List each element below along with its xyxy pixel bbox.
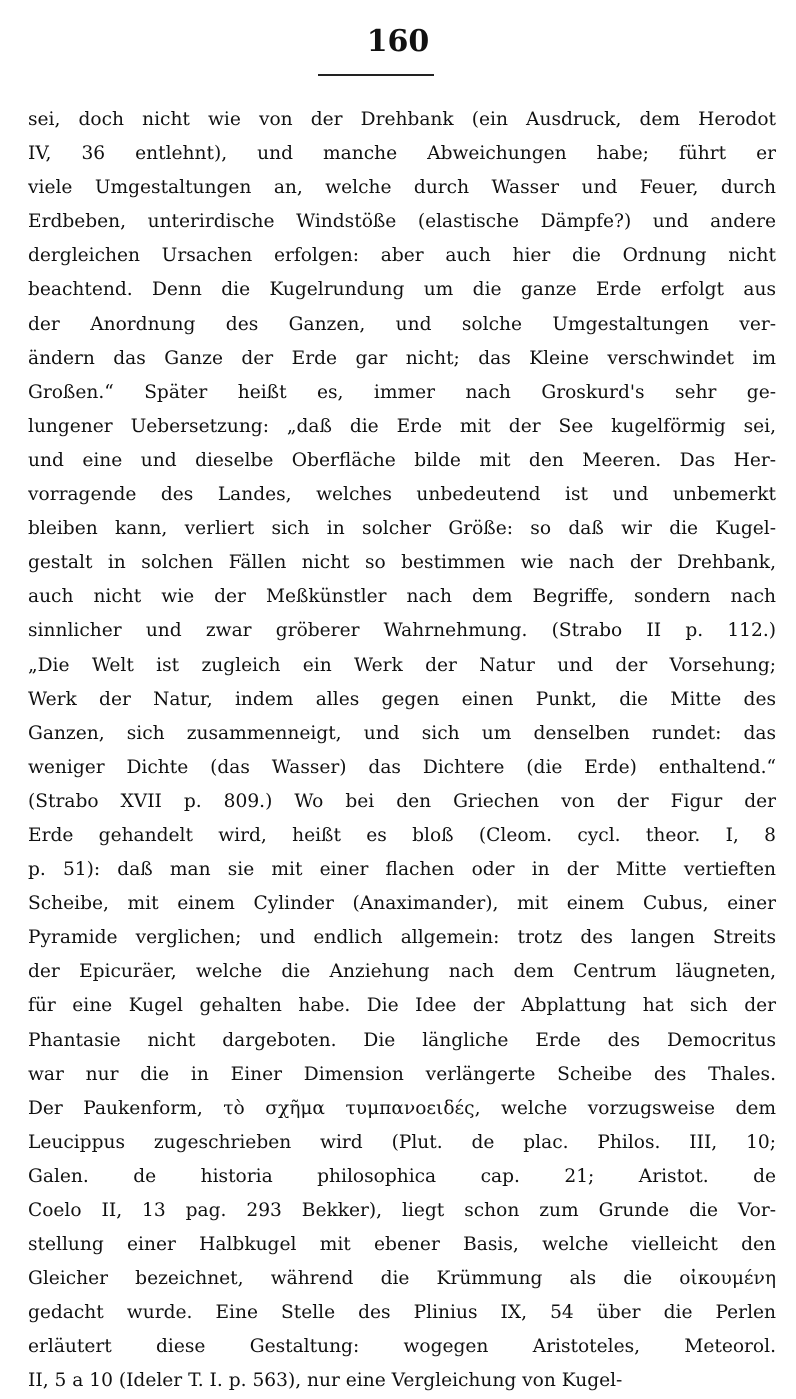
text-line: Der Paukenform, τὸ σχῆμα τυμπανοειδές, welche vorzugsweise dem xyxy=(28,1097,776,1119)
text-line: Phantasie nicht dargeboten. Die längliche Erde des Democritus xyxy=(28,1029,776,1051)
text-line: Leucippus zugeschrieben wird (Plut. de plac. Philos. III, 10; xyxy=(28,1131,776,1153)
text-line: Ganzen, sich zusammenneigt, und sich um denselben rundet: das xyxy=(28,722,776,744)
text-line: erläutert diese Gestaltung: wogegen Aristoteles, Meteorol. xyxy=(28,1336,776,1358)
page-number: 160 xyxy=(366,24,430,59)
text-line: (Strabo XVII p. 809.) Wo bei den Griechen von der Figur der xyxy=(28,790,776,812)
text-line: lungener Uebersetzung: „daß die Erde mit der See kugelförmig sei, xyxy=(28,415,776,437)
text-line: beachtend. Denn die Kugelrundung um die ganze Erde erfolgt aus xyxy=(28,279,776,301)
text-line: Gleicher bezeichnet, während die Krümmung als die οἰκουμένη xyxy=(28,1268,776,1290)
text-line: weniger Dichte (das Wasser) das Dichtere (die Erde) enthaltend.“ xyxy=(28,756,776,778)
text-line: stellung einer Halbkugel mit ebener Basis, welche vielleicht den xyxy=(28,1234,776,1256)
text-line: viele Umgestaltungen an, welche durch Wasser und Feuer, durch xyxy=(28,177,776,199)
text-line: der Anordnung des Ganzen, und solche Umgestaltungen ver- xyxy=(28,313,776,335)
text-line: II, 5 a 10 (Ideler T. I. p. 563), nur eine Vergleichung von Kugel- xyxy=(28,1370,623,1392)
text-line: gestalt in solchen Fällen nicht so bestimmen wie nach der Drehbank, xyxy=(28,552,776,574)
text-line: Pyramide verglichen; und endlich allgemein: trotz des langen Streits xyxy=(28,927,776,949)
text-line: war nur die in Einer Dimension verlängerte Scheibe des Thales. xyxy=(28,1063,776,1085)
text-line: IV, 36 entlehnt), und manche Abweichungen habe; führt er xyxy=(28,143,776,165)
text-line: sinnlicher und zwar gröberer Wahrnehmung. (Strabo II p. 112.) xyxy=(28,620,776,642)
text-line: Werk der Natur, indem alles gegen einen Punkt, die Mitte des xyxy=(28,688,776,710)
text-line: vorragende des Landes, welches unbedeutend ist und unbemerkt xyxy=(28,484,776,506)
text-line: Großen.“ Später heißt es, immer nach Groskurd's sehr ge- xyxy=(28,381,776,403)
text-line: p. 51): daß man sie mit einer flachen oder in der Mitte vertieften xyxy=(28,859,776,881)
text-line: Erdbeben, unterirdische Windstöße (elastische Dämpfe?) und andere xyxy=(28,211,776,233)
text-line: Coelo II, 13 pag. 293 Bekker), liegt schon zum Grunde die Vor- xyxy=(28,1200,776,1221)
text-line: ändern das Ganze der Erde gar nicht; das Kleine verschwindet im xyxy=(28,347,776,369)
text-line: der Epicuräer, welche die Anziehung nach dem Centrum läugneten, xyxy=(28,961,776,983)
body-text xyxy=(28,103,776,1399)
text-line: Erde gehandelt wird, heißt es bloß (Cleom. cycl. theor. I, 8 xyxy=(28,824,776,846)
text-line: bleiben kann, verliert sich in solcher Größe: so daß wir die Kugel- xyxy=(28,518,776,540)
text-line: Scheibe, mit einem Cylinder (Anaximander), mit einem Cubus, einer xyxy=(28,893,776,915)
text-line: dergleichen Ursachen erfolgen: aber auch hier die Ordnung nicht xyxy=(28,245,776,267)
text-line: auch nicht wie der Meßkünstler nach dem Begriffe, sondern nach xyxy=(28,586,776,608)
text-line: Galen. de historia philosophica cap. 21; Aristot. de xyxy=(28,1165,776,1187)
text-line: „Die Welt ist zugleich ein Werk der Natur und der Vorsehung; xyxy=(28,654,776,676)
text-line: gedacht wurde. Eine Stelle des Plinius IX, 54 über die Perlen xyxy=(28,1302,776,1324)
header-rule xyxy=(318,74,434,76)
text-line: sei, doch nicht wie von der Drehbank (ein Ausdruck, dem Herodot xyxy=(28,109,776,130)
text-line: für eine Kugel gehalten habe. Die Idee der Abplattung hat sich der xyxy=(28,995,776,1017)
text-line: und eine und dieselbe Oberfläche bilde mit den Meeren. Das Her- xyxy=(28,449,776,471)
